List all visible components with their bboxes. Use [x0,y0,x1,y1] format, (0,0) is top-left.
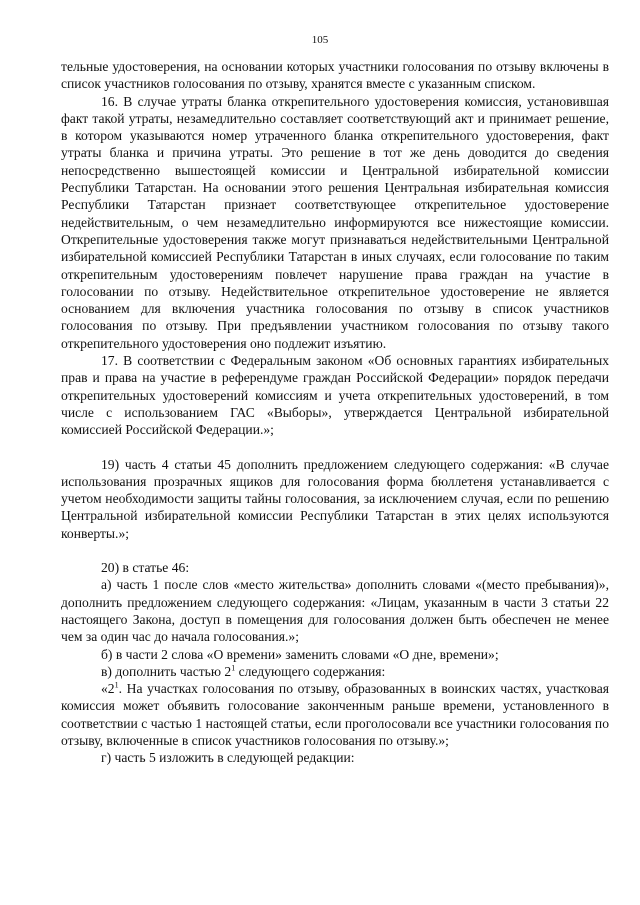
paragraph-20-v [61,663,609,680]
paragraph-16: 16. В случае утраты бланка открепительного удостоверения комиссия, установившая факт такой утраты, незамедлительно составляет соответствующий акт и принимает решение, в котором указываются номер утраченного бланка открепительного удостоверения, факт утраты бланка и причина утраты. Это решение в тот же день доводится до сведения непосредственно вышестоящей комиссии и Центральной избирательной комиссии Республики Татарстан. На основании этого решения Центральная избирательная комиссия Республики Татарстан признает соответствующее открепительное удостоверение недействительным, о чем незамедлительно информируются все нижестоящие комиссии. Открепительные удостоверения также могут признаваться недействительными Центральной избирательной комиссией Республики Татарстан в иных случаях, если голосование по таким открепительным удостоверениям повлечет нарушение права граждан на участие в голосовании по отзыву. Недействительное открепительное удостоверение не является основанием для включения участника голосования по отзыву в список участников голосования по отзыву. При предъявлении участником голосования по отзыву такого открепительного удостоверения оно подлежит изъятию. [61,93,609,351]
paragraph-20-a: а) часть 1 после слов «место жительства» дополнить словами «(место пребывания)», дополнить предложением следующего содержания: «Лицам, указанным в части 3 статьи 22 настоящего Закона, доступ в помещения для голосования должен быть обеспечен не менее чем за один час до начала голосования.»; [61,577,609,645]
page-number: 105 [311,34,329,46]
superscript-1: 1 [114,680,119,690]
paragraph-20-v-text: в) дополнить частью 2 [101,663,232,679]
paragraph-2-1-text: . На участках голосования по отзыву, образованных в воинских частях, участковая комиссия может объявить голосование законченным раньше времени, установленного в соответствии с частью 1 настоящей статьи, если проголосовали все участники голосования по отзыву, включенные в список участников голосования по отзыву.»; [61,681,609,748]
superscript-1: 1 [231,663,236,673]
paragraph-2-1-number: «2 [101,681,115,697]
paragraph-17: 17. В соответствии с Федеральным законом «Об основных гарантиях избирательных прав и права на участие в референдуме граждан Российской Федерации» порядок передачи открепительных удостоверений комиссиям и учета открепительных удостоверений, в том числе с использованием ГАС «Выборы», утверждается Центральной избирательной комиссией Российской Федерации.»; [61,353,609,438]
paragraph-20-b: б) в части 2 слова «О времени» заменить словами «О дне, времени»; [101,646,499,662]
paragraph-20: 20) в статье 46: [101,560,190,576]
paragraph-19: 19) часть 4 статьи 45 дополнить предложением следующего содержания: «В случае использования прозрачных ящиков для голосования форма бюллетеня устанавливается с учетом необходимости защиты тайны голосования, за исключением случая, если по решению Центральной избирательной комиссии Республики Татарстан в этих целях используются конверты.»; [61,456,609,541]
document-body [61,58,609,767]
paragraph-continuation: тельные удостоверения, на основании которых участники голосования по отзыву включены в список участников голосования по отзыву, хранятся вместе с указанным списком. [61,59,609,92]
paragraph-20-g: г) часть 5 изложить в следующей редакции: [101,750,355,766]
paragraph-20-v-text-end: следующего содержания: [235,663,386,679]
paragraph-2-1 [61,680,609,749]
